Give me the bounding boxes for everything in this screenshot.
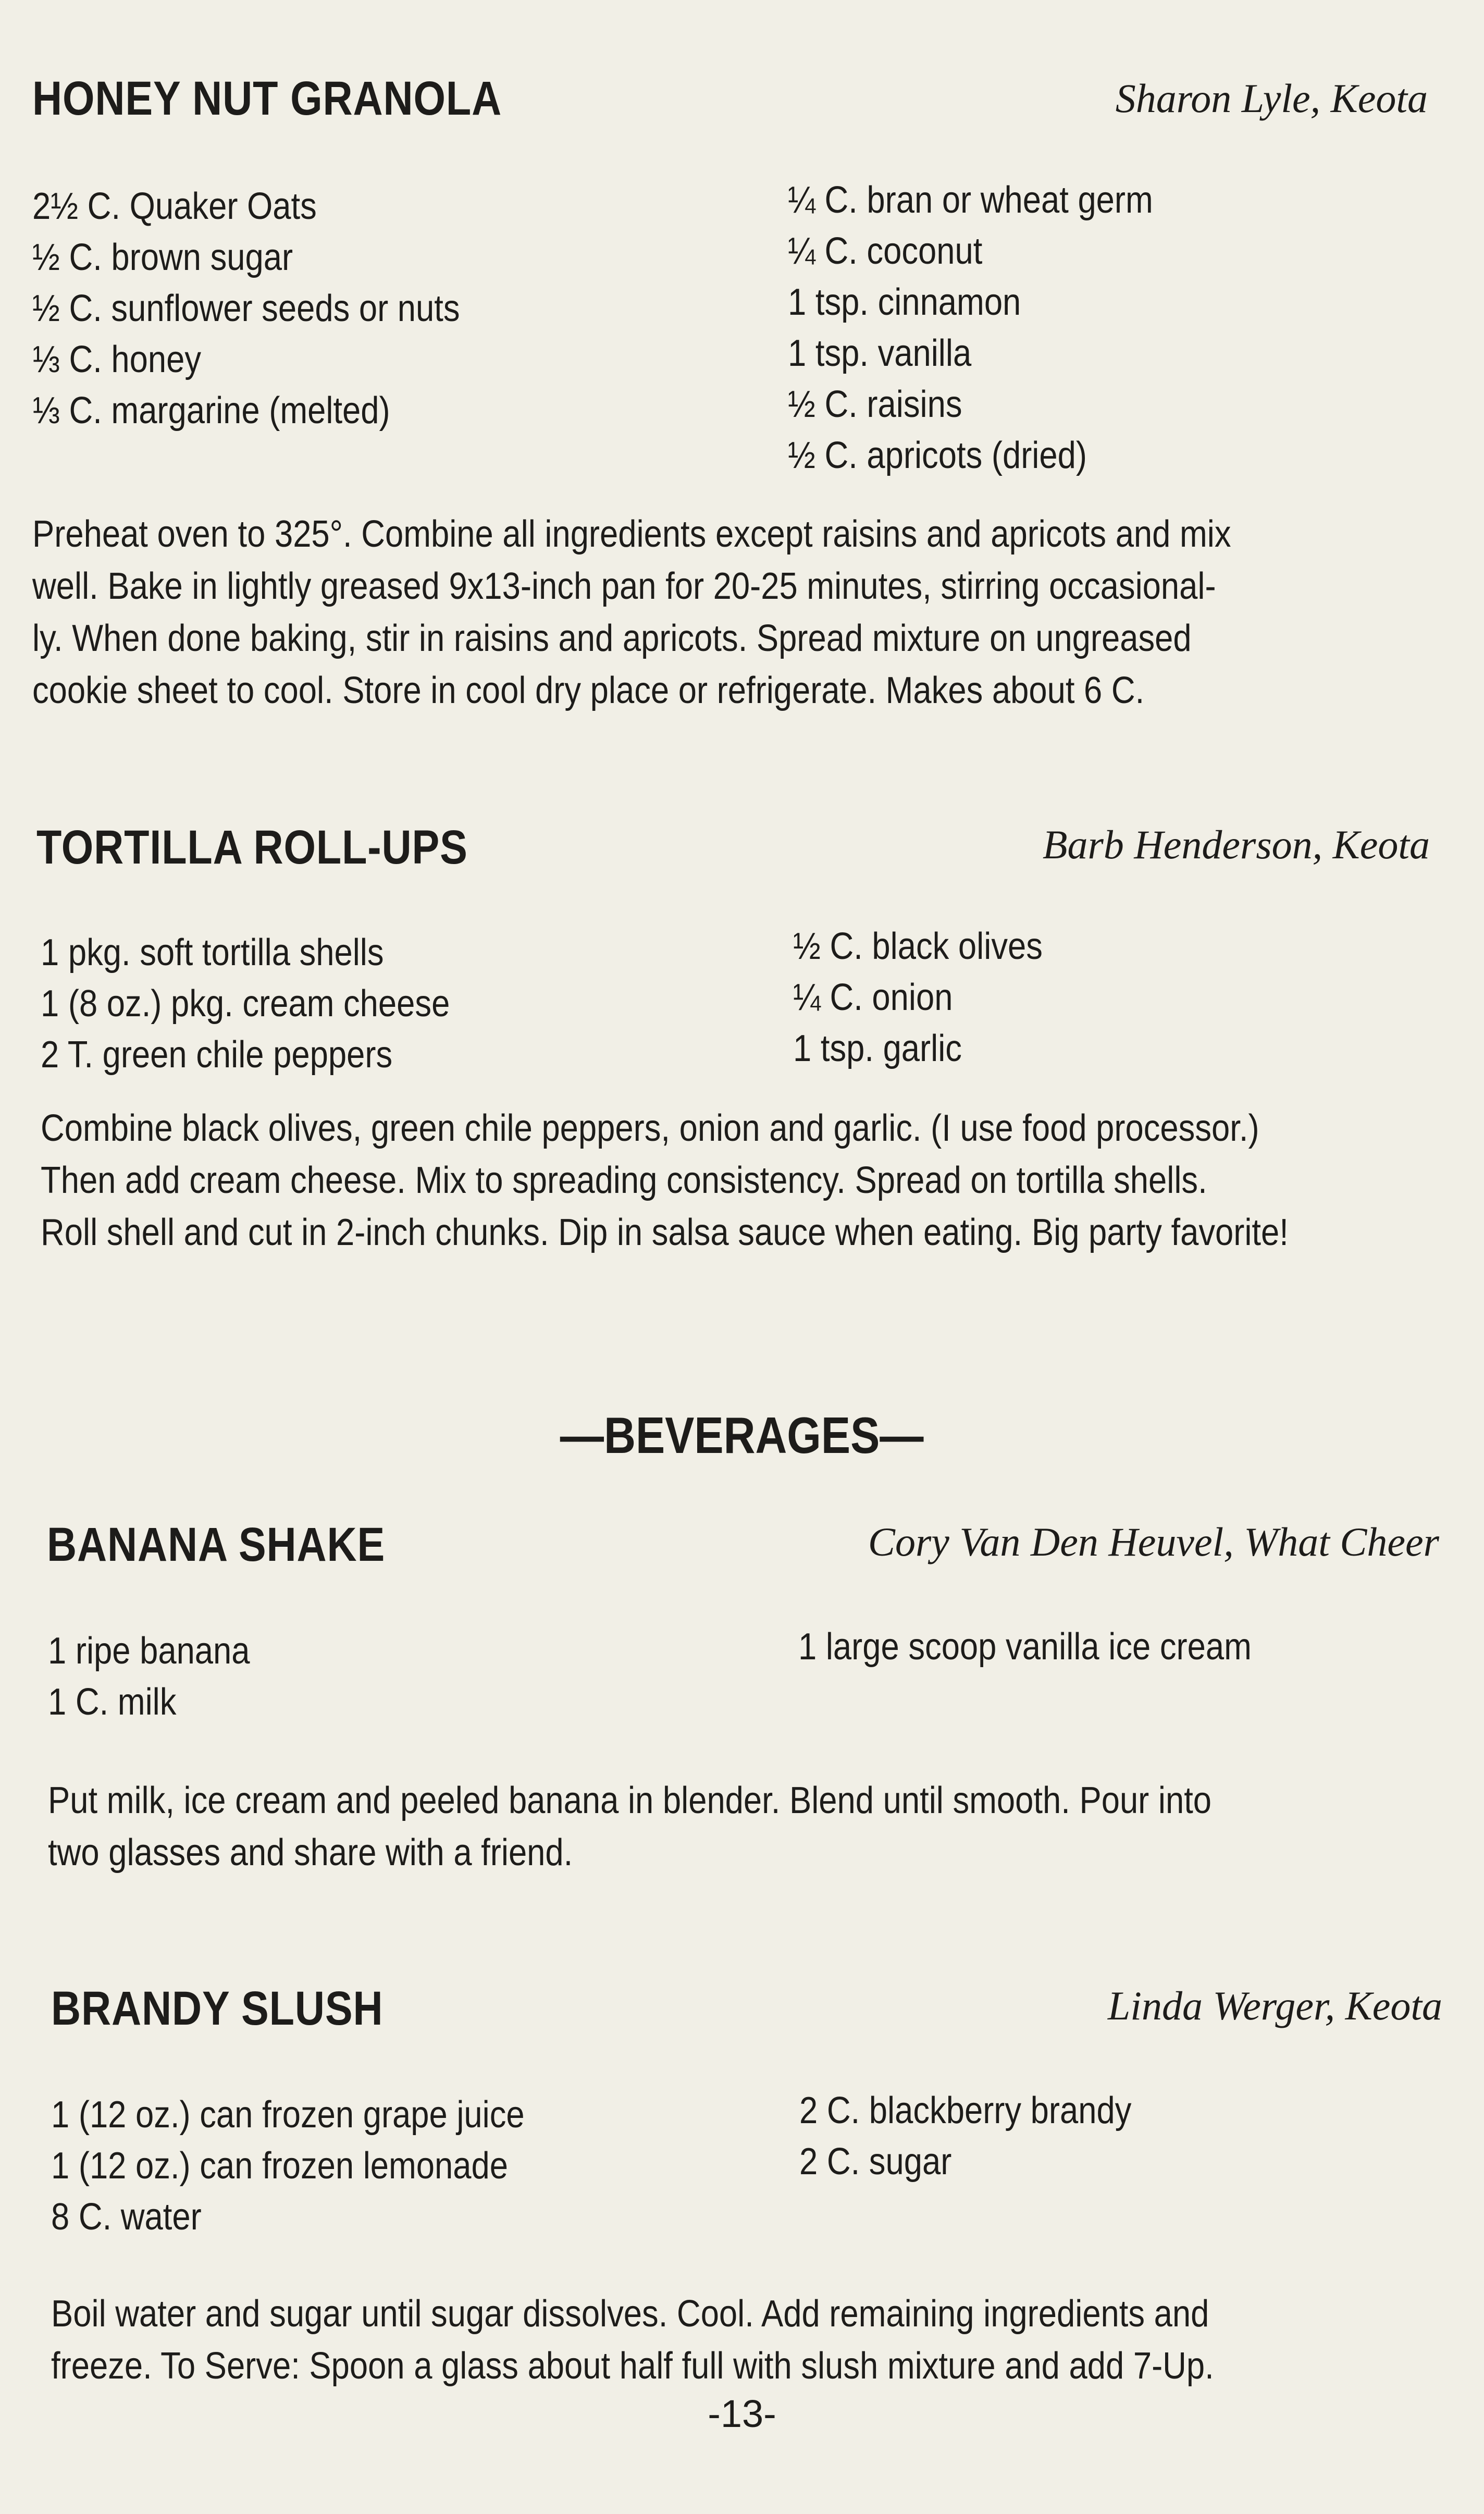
ingredient: ½ C. brown sugar <box>32 237 293 278</box>
directions-line: Boil water and sugar until sugar dissolves. Cool. Add remaining ingredients and <box>51 2293 1209 2335</box>
ingredient: 1 (12 oz.) can frozen lemonade <box>51 2145 508 2187</box>
recipe-title: BRANDY SLUSH <box>51 1982 384 2035</box>
recipe-title: BANANA SHAKE <box>47 1518 386 1571</box>
ingredient: 2 T. green chile peppers <box>41 1034 393 1076</box>
ingredient: ½ C. apricots (dried) <box>788 435 1087 476</box>
section-heading-text: —BEVERAGES— <box>560 1407 924 1464</box>
ingredient: 1 pkg. soft tortilla shells <box>41 932 384 973</box>
recipe-author: Sharon Lyle, Keota <box>1115 76 1428 121</box>
directions-line: Put milk, ice cream and peeled banana in blender. Blend until smooth. Pour into <box>48 1780 1212 1821</box>
directions-line: well. Bake in lightly greased 9x13-inch pan for 20-25 minutes, stirring occasional- <box>32 565 1216 607</box>
ingredient: ¼ C. bran or wheat germ <box>788 179 1153 221</box>
ingredient: 1 large scoop vanilla ice cream <box>798 1626 1252 1668</box>
directions-line: two glasses and share with a friend. <box>48 1832 573 1874</box>
recipe-title: TORTILLA ROLL-UPS <box>36 821 468 874</box>
ingredient: ⅓ C. margarine (melted) <box>32 390 390 432</box>
recipe-author: Cory Van Den Heuvel, What Cheer <box>868 1519 1439 1564</box>
ingredient: 2 C. blackberry brandy <box>799 2090 1132 2131</box>
ingredient: 1 tsp. garlic <box>793 1028 962 1069</box>
ingredient: 2 C. sugar <box>799 2141 952 2183</box>
page-number: -13- <box>708 2392 776 2435</box>
ingredient: 1 (12 oz.) can frozen grape juice <box>51 2094 525 2136</box>
ingredient: ¼ C. onion <box>793 977 953 1018</box>
recipe-directions <box>32 508 1231 717</box>
ingredient: 1 ripe banana <box>48 1630 250 1672</box>
ingredient: ½ C. raisins <box>788 384 962 425</box>
recipe-directions <box>41 1102 1289 1259</box>
ingredient: 1 C. milk <box>48 1681 177 1723</box>
directions-line: Then add cream cheese. Mix to spreading consistency. Spread on tortilla shells. <box>41 1160 1207 1201</box>
recipe-author: Barb Henderson, Keota <box>1042 822 1430 867</box>
directions-line: Combine black olives, green chile peppers, onion and garlic. (I use food processor.) <box>41 1107 1259 1149</box>
ingredient: ½ C. sunflower seeds or nuts <box>32 288 460 329</box>
ingredient: 8 C. water <box>51 2196 202 2238</box>
recipe-directions <box>51 2288 1214 2392</box>
directions-line: cookie sheet to cool. Store in cool dry place or refrigerate. Makes about 6 C. <box>32 670 1145 711</box>
recipe-title: HONEY NUT GRANOLA <box>32 72 502 125</box>
ingredient: 1 tsp. vanilla <box>788 332 972 374</box>
ingredient: ¼ C. coconut <box>788 230 983 272</box>
ingredient: ½ C. black olives <box>793 926 1043 967</box>
directions-line: ly. When done baking, stir in raisins and apricots. Spread mixture on ungreased <box>32 618 1192 659</box>
ingredient: 1 (8 oz.) pkg. cream cheese <box>41 983 450 1025</box>
directions-line: freeze. To Serve: Spoon a glass about half full with slush mixture and add 7-Up. <box>51 2345 1214 2387</box>
ingredient: 2½ C. Quaker Oats <box>32 186 317 227</box>
directions-line: Preheat oven to 325°. Combine all ingredients except raisins and apricots and mix <box>32 513 1231 555</box>
recipe-directions <box>48 1774 1211 1879</box>
ingredient: 1 tsp. cinnamon <box>788 281 1021 323</box>
section-heading <box>0 1407 1484 1464</box>
ingredient: ⅓ C. honey <box>32 339 202 380</box>
recipe-author: Linda Werger, Keota <box>1107 1983 1442 2028</box>
directions-line: Roll shell and cut in 2-inch chunks. Dip in salsa sauce when eating. Big party favorite! <box>41 1212 1289 1253</box>
